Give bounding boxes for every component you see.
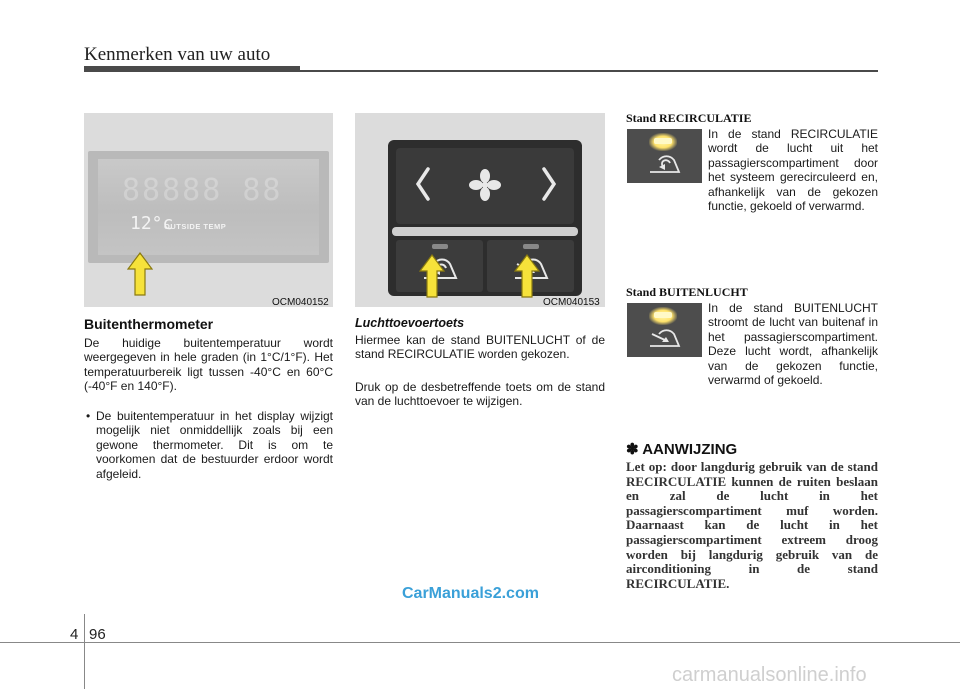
lcd-frame [88, 151, 329, 263]
page-section-number: 4 [70, 626, 79, 643]
footer-site-watermark[interactable]: carmanualsonline.info [672, 664, 867, 686]
note-title [626, 440, 737, 458]
section-title-luchttoevoertoets: Luchttoevoertoets [355, 316, 465, 330]
outside-air-mode-icon [627, 303, 702, 357]
arrow-up-icon [419, 254, 445, 298]
paragraph-recirculation: In de stand RECIRCULATIE wordt de lucht uit het passagierscompartiment door het systeem gerecirculeerd en, afhankelijk van de gekozen functie, gekoeld of verwarmd. [708, 127, 878, 214]
header-title: Kenmerken van uw auto [84, 44, 271, 65]
figure-thermometer-display [84, 113, 333, 307]
arrow-up-icon [127, 252, 153, 296]
page-number: 96 [89, 626, 106, 643]
note-symbol: ✽ [626, 441, 639, 458]
footer-horizontal-rule [0, 642, 960, 643]
recirculation-led [432, 244, 448, 249]
chevron-right-icon [540, 166, 558, 202]
heading-outside-air: Stand BUITENLUCHT [626, 285, 748, 299]
watermark-link[interactable]: CarManuals2.com [402, 585, 539, 602]
lcd-temperature: 12°c [130, 213, 174, 234]
paragraph-air-intake-2: Druk op de desbetreffende toets om de stand van de luchttoevoer te wijzigen. [355, 380, 605, 409]
lcd-outside-temp-label: OUTSIDE TEMP [164, 222, 227, 231]
recirculation-mode-icon [627, 129, 702, 183]
lcd-screen [98, 159, 319, 255]
chevron-left-icon [414, 166, 432, 202]
figure-caption: OCM040152 [272, 297, 329, 308]
lcd-ghost-segments: 88888 88 [122, 173, 283, 208]
footer-vertical-rule [84, 614, 85, 689]
header-rule [84, 66, 300, 72]
fan-control-area [396, 148, 574, 224]
indicator-led [654, 138, 672, 144]
bullet-thermometer: De buitentemperatuur in het display wijzigt mogelijk niet onmiddellijk zoals bij een gewone thermometer. Dit is om te voorkomen dat de bestuurder erdoor wordt afgeleid. [96, 409, 333, 481]
section-title-buitenthermometer: Buitenthermometer [84, 316, 214, 332]
bullet-dot: • [86, 409, 91, 423]
outside-air-led [523, 244, 539, 249]
indicator-led [654, 312, 672, 318]
panel-divider-bar [392, 227, 578, 236]
note-text: Let op: door langdurig gebruik van de stand RECIRCULATIE kunnen de ruiten beslaan en zal de lucht in het passagierscompartiment muf worden. Daarnaast kan de lucht in het passagierscompartiment extreem droog worden bij langdurig gebruik van de airconditioning in de stand RECIRCULATIE. [626, 459, 878, 591]
figure-air-intake-buttons [355, 113, 605, 307]
header-rule-thin [300, 70, 878, 72]
heading-recirculation: Stand RECIRCULATIE [626, 111, 752, 125]
outside-air-icon [647, 327, 683, 351]
control-panel [388, 140, 582, 296]
note-title-label: AANWIJZING [642, 441, 738, 458]
figure-caption: OCM040153 [543, 297, 600, 308]
paragraph-outside-air: In de stand BUITENLUCHT stroomt de lucht van buitenaf in het passagierscompartiment. Deze lucht wordt, afhankelijk van de gekozen functie, verwarmd of gekoeld. [708, 301, 878, 388]
arrow-up-icon [514, 254, 540, 298]
paragraph-thermometer: De huidige buitentemperatuur wordt weergegeven in hele graden (in 1°C/1°F). Het temperatuurbereik ligt tussen -40°C en 60°C (-40°F en 140°F). [84, 336, 333, 394]
recirculation-icon [647, 153, 683, 177]
fan-icon [469, 169, 501, 201]
paragraph-air-intake-1: Hiermee kan de stand BUITENLUCHT of de stand RECIRCULATIE worden gekozen. [355, 333, 605, 362]
